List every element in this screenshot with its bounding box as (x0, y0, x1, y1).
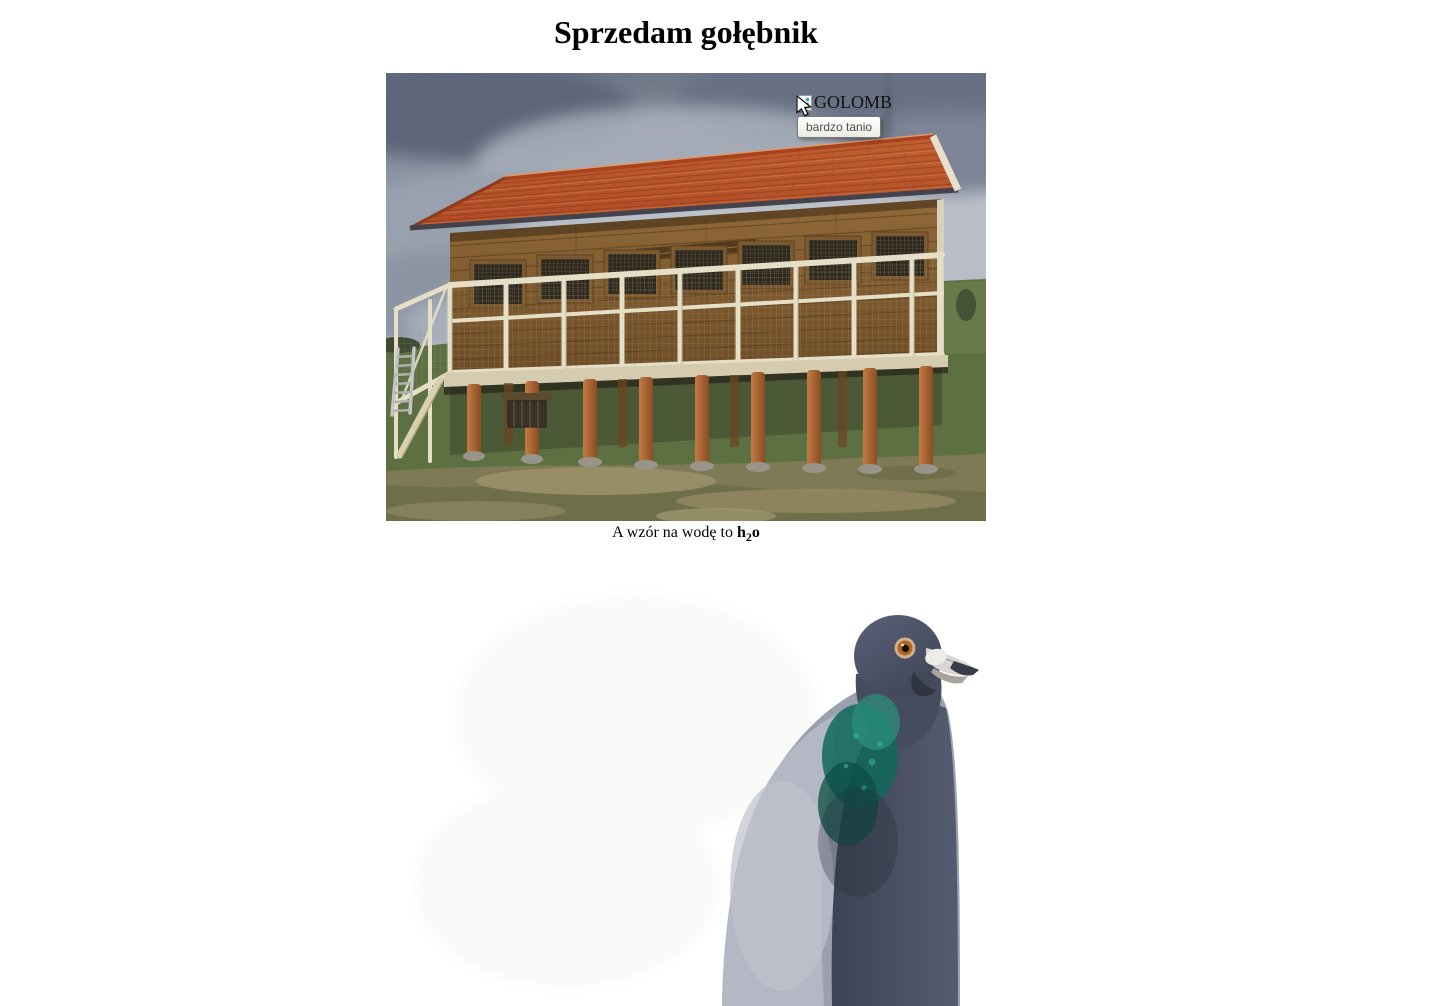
page (0, 14, 1372, 1006)
cursor-icon (796, 95, 812, 117)
page-title: Sprzedam gołębnik (553, 14, 819, 50)
broken-image-alt-text: GOLOMB (814, 92, 893, 112)
formula-tail: o (751, 524, 760, 541)
photo-caption (0, 523, 1372, 545)
pigeon-photo-container (386, 556, 986, 1006)
broken-image (794, 92, 892, 112)
formula-subscript: 2 (745, 530, 752, 545)
pigeon-photo (386, 556, 986, 1006)
loft-photo (386, 73, 986, 521)
loft-photo-container (386, 73, 986, 521)
formula-base: h (736, 524, 746, 541)
caption-text: A wzór na wodę to (612, 524, 737, 541)
tooltip: bardzo tanio (797, 116, 881, 138)
broken-image-icon (794, 92, 814, 112)
